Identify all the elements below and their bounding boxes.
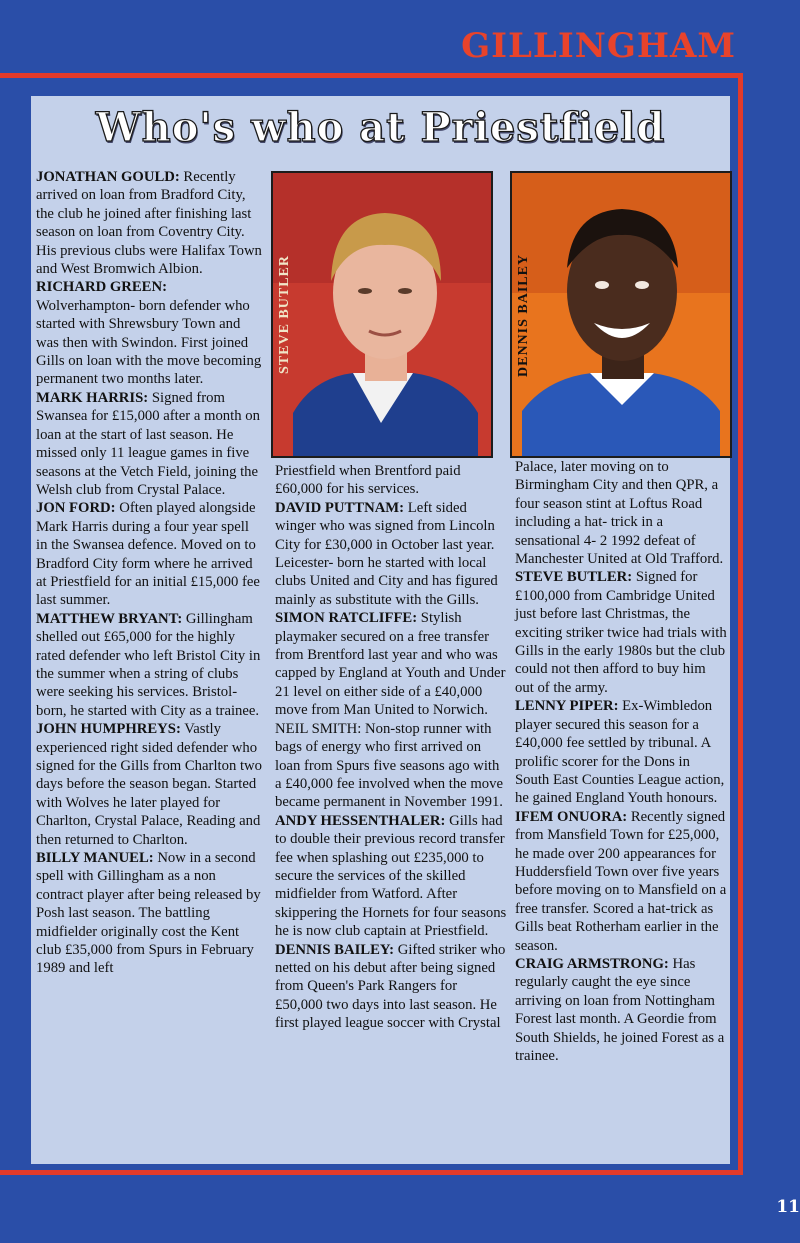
player-entry: [515, 808, 727, 955]
player-bio: Signed from Swansea for £15,000 after a month on loan at the start of last season. He missed only 11 league games in five seasons at the Vetch Field, joining the Welsh club from Crystal Palace.: [36, 389, 260, 498]
red-rule-bottom: [0, 1170, 743, 1175]
player-bio: Often played alongside Mark Harris during a four year spell in the Swansea defence. Moved on to Bradford City form where he arrived at Priestfield for an initial £15,000 fee last summer.: [36, 500, 260, 609]
player-name: CRAIG ARMSTRONG:: [515, 955, 669, 972]
player-bio: Priestfield when Brentford paid £60,000 for his services.: [275, 463, 461, 498]
player-name: STEVE BUTLER:: [515, 569, 633, 586]
player-bio: Signed for £100,000 from Cambridge United just before last Christmas, the exciting striker twice had trials with Gills in the early 1980s but the club could not then afford to buy him out of the army.: [515, 569, 727, 696]
red-rule-right: [738, 73, 743, 1175]
player-bio: Gillingham shelled out £65,000 for the highly rated defender who left Bristol City in the summer when a string of clubs were seeking his services. Bristol- born, he started with City as a trainee.: [36, 610, 261, 719]
player-bio: Recently signed from Mansfield Town for £25,000, he made over 200 appearances for Huddersfield Town over five years before moving on to Mansfield on a free transfer. Scored a hat-trick as Gills beat Rotherham earlier in the season.: [515, 808, 727, 954]
player-bio: Vastly experienced right sided defender who signed for the Gills from Charlton two days before the season began. Started with Wolves he later played for Charlton, Crystal Palace, Reading and then returned to Charlton.: [36, 721, 262, 848]
player-name: SIMON RATCLIFFE:: [275, 610, 418, 627]
player-portrait-icon: [273, 173, 491, 456]
player-name: DENNIS BAILEY:: [275, 941, 395, 958]
player-entry: [275, 462, 508, 499]
player-bio: Gills had to double their previous record transfer fee when splashing out £235,000 to secure the services of the skilled midfielder from Watford. After skippering the Hornets for four seasons he is now club captain at Priestfield.: [275, 812, 507, 940]
player-bio: Ex-Wimbledon player secured this season for a £40,000 fee settled by tribunal. A prolific scorer for the Dons in South East Counties League action, he gained England Youth honours.: [515, 698, 725, 807]
player-bio: Palace, later moving on to Birmingham City and then QPR, a four season stint at Loftus Road including a hat- trick in a sensational 4- 2 1992 defeat of Manchester United at Old Trafford.: [515, 459, 724, 568]
player-bio: Now in a second spell with Gillingham as a non contract player after being released by Posh last season. The battling midfielder originally cost the Kent club £35,000 from Spurs in February 1989 and left: [36, 850, 261, 977]
player-entry: [515, 955, 727, 1065]
player-entry: [36, 720, 262, 849]
player-name: JON FORD:: [36, 500, 116, 517]
player-entry: [36, 389, 262, 499]
player-entry: [515, 697, 727, 807]
player-entry: [36, 168, 262, 278]
red-rule-top: [0, 73, 742, 78]
player-bio: Stylish playmaker secured on a free transfer from Brentford last year and who was capped by England at Youth and Under 21 level on either side of a £40,000 move from Man United to Norwich.: [275, 610, 506, 719]
player-entry: [275, 812, 508, 941]
player-bio: Gifted striker who netted on his debut after being signed from Queen's Park Rangers for £50,000 two days into last season. He first played league soccer with Crystal: [275, 941, 506, 1032]
player-entry: [515, 568, 727, 697]
player-name: MARK HARRIS:: [36, 389, 149, 406]
player-bio: Has regularly caught the eye since arriving on loan from Nottingham Forest last month. A Geordie from South Shields, he joined Forest as a trainee.: [515, 955, 725, 1064]
photo-caption: STEVE BUTLER: [277, 255, 292, 375]
article-panel: [31, 96, 730, 1164]
player-name: DAVID PUTTNAM:: [275, 499, 405, 516]
player-entry: [275, 941, 508, 1033]
player-name: IFEM ONUORA:: [515, 808, 628, 825]
player-name: JOHN HUMPHREYS:: [36, 721, 181, 738]
player-name: JONATHAN GOULD:: [36, 169, 180, 185]
player-entry: [36, 499, 262, 609]
player-name: LENNY PIPER:: [515, 698, 619, 715]
player-entry: [515, 458, 727, 568]
player-bio: Recently arrived on loan from Bradford City, the club he joined after finishing last season on loan from Coventry City. His previous clubs were Halifax Town and West Bromwich Albion.: [36, 169, 262, 278]
player-entry: [275, 499, 508, 609]
player-portrait-icon: [512, 173, 730, 456]
player-name: BILLY MANUEL:: [36, 850, 154, 867]
photo-steve-butler: [271, 171, 493, 458]
column-2: [275, 462, 508, 1162]
player-name: RICHARD GREEN:: [36, 279, 167, 296]
column-1: [36, 168, 262, 1158]
section-title: GILLINGHAM: [461, 26, 736, 66]
player-entry: [275, 609, 508, 719]
page-headline: Who's who at Priestfield: [95, 104, 666, 151]
player-bio: Wolverhampton- born defender who started with Shrewsbury Town and was then with Swindon. First joined Gills on loan with the move becoming permanent two months later.: [36, 297, 262, 388]
player-entry: [36, 278, 262, 388]
player-bio: Left sided winger who was signed from Lincoln City for £30,000 in October last year. Leicester- born he started with local clubs United and City and has figured mainly as substitute with the Gills.: [275, 499, 498, 608]
photo-caption: DENNIS BAILEY: [516, 253, 531, 377]
player-entry: [36, 610, 262, 720]
page-number: 11: [776, 1197, 800, 1217]
player-entry: [36, 849, 262, 978]
column-3: [515, 458, 727, 1158]
player-entry: [275, 720, 508, 812]
player-name: ANDY HESSENTHALER:: [275, 812, 446, 829]
photo-dennis-bailey: [510, 171, 732, 458]
player-bio: NEIL SMITH: Non-stop runner with bags of energy who first arrived on loan from Spurs five seasons ago with a £40,000 fee involved when the move became permanent in November 1991.: [275, 720, 504, 811]
player-name: MATTHEW BRYANT:: [36, 610, 183, 627]
